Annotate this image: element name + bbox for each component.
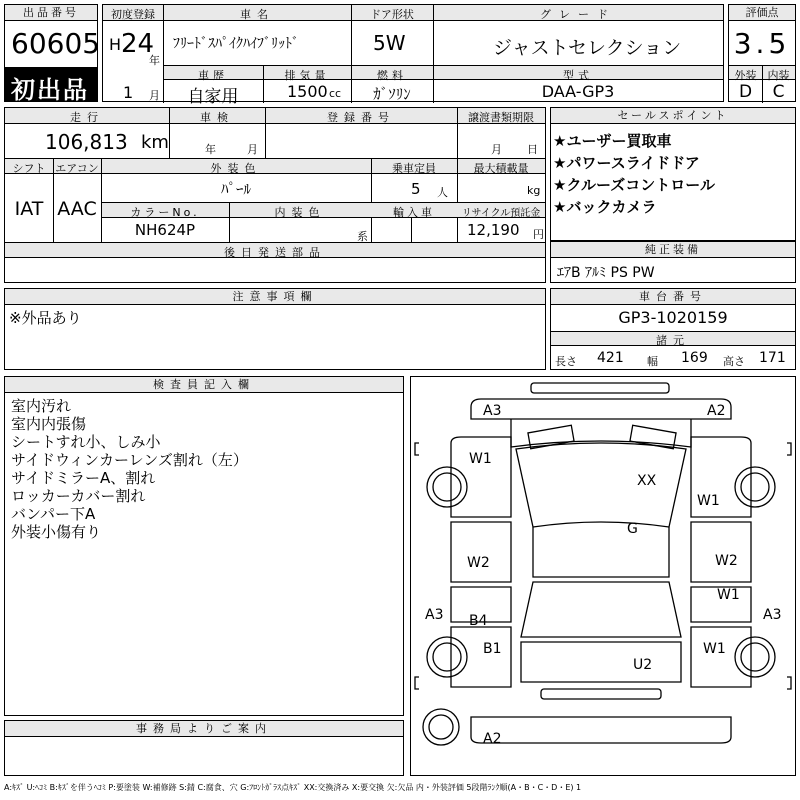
inspector-line: サイドミラーA、割れ bbox=[11, 469, 156, 487]
load-label: 最大積載量 bbox=[473, 162, 529, 175]
height-label: 高さ bbox=[723, 355, 745, 368]
mark-right-rocker: A3 bbox=[763, 607, 782, 623]
inspector-box bbox=[4, 376, 404, 716]
score-value: 3.5 bbox=[733, 27, 791, 60]
score-label: 評価点 bbox=[729, 5, 795, 21]
mark-left-front-window: W1 bbox=[469, 451, 492, 467]
load-unit: kg bbox=[527, 184, 541, 197]
mark-front-left-corner: A3 bbox=[483, 403, 502, 419]
height-value: 171 bbox=[759, 350, 786, 366]
length-label: 長さ bbox=[555, 355, 577, 368]
transfer-month: 月 bbox=[491, 143, 502, 156]
displacement-unit: cc bbox=[329, 87, 342, 100]
notes-box bbox=[4, 288, 546, 370]
history-value: 自家用 bbox=[187, 87, 239, 107]
car-name-label: 車名 bbox=[240, 8, 274, 21]
score-box bbox=[728, 4, 796, 102]
divider bbox=[371, 158, 372, 242]
inspector-line: サイドウィンカーレンズ割れ（左） bbox=[11, 451, 248, 469]
divider bbox=[229, 202, 230, 242]
mark-right-front-window: W1 bbox=[697, 493, 720, 509]
reg-month: 1 bbox=[123, 83, 134, 102]
equipment-box bbox=[550, 241, 796, 283]
later-parts-label: 後日発送部品 bbox=[224, 246, 326, 259]
divider bbox=[457, 158, 458, 242]
mark-left-rear-door: B4 bbox=[469, 613, 488, 629]
plate-label: 登録番号 bbox=[327, 111, 395, 124]
sales-point: ★クルーズコントロール bbox=[553, 176, 715, 194]
mark-front-right-corner: A2 bbox=[707, 403, 726, 419]
ac-label: エアコン bbox=[55, 162, 99, 175]
ext-label: 外装 bbox=[734, 69, 757, 82]
sales-point: ★ユーザー買取車 bbox=[553, 132, 672, 150]
mileage-label: 走行 bbox=[70, 111, 104, 124]
recycle-label: リサイクル預託金 bbox=[461, 208, 541, 219]
divider bbox=[265, 108, 266, 158]
chassis-value: GP3-1020159 bbox=[618, 308, 728, 327]
width-label: 幅 bbox=[647, 355, 658, 368]
inspector-line: ロッカーカバー割れ bbox=[11, 487, 146, 505]
color-no-value: NH624P bbox=[134, 221, 196, 239]
door-label: ドア形状 bbox=[370, 8, 414, 21]
car-diagram bbox=[411, 377, 795, 775]
car-name: ﾌﾘｰﾄﾞｽﾊﾟｲｸﾊｲﾌﾞﾘｯﾄﾞ bbox=[173, 36, 299, 52]
grade-label: グレード bbox=[540, 8, 616, 21]
inspection-month: 月 bbox=[247, 143, 258, 156]
history-label: 車歴 bbox=[198, 69, 228, 82]
model-value: DAA-GP3 bbox=[541, 82, 615, 101]
transfer-label: 譲渡書類期限 bbox=[468, 111, 534, 124]
ext-color-value: ﾊﾟｰﾙ bbox=[220, 180, 251, 198]
mark-rear-glass: U2 bbox=[633, 657, 653, 673]
sales-point: ★バックカメラ bbox=[553, 198, 657, 216]
inspector-line: バンパー下A bbox=[11, 505, 96, 523]
reg-month-unit: 月 bbox=[149, 89, 160, 102]
first-listing-badge bbox=[5, 67, 97, 104]
model-label: 型式 bbox=[563, 69, 593, 82]
ext-value: D bbox=[738, 82, 753, 102]
divider bbox=[263, 65, 264, 103]
inspection-year: 年 bbox=[205, 143, 216, 156]
sales-points-box bbox=[550, 107, 796, 241]
inspector-line: 外装小傷有り bbox=[11, 523, 102, 541]
lot-label: 出品番号 bbox=[5, 5, 97, 21]
top-row-box bbox=[102, 4, 724, 107]
grade-value: ジャストセレクション bbox=[493, 37, 682, 59]
sales-point: ★パワースライドドア bbox=[553, 154, 700, 172]
equipment-label: 純正装備 bbox=[551, 242, 795, 258]
sales-label: セールスポイント bbox=[551, 108, 795, 124]
shift-value: IAT bbox=[14, 198, 44, 220]
inspection-label: 車検 bbox=[200, 111, 234, 124]
inspector-line: 室内内張傷 bbox=[11, 415, 87, 433]
transfer-day: 日 bbox=[527, 143, 538, 156]
divider bbox=[351, 5, 352, 67]
mark-roof: G bbox=[627, 521, 638, 537]
capacity-value: 5 bbox=[411, 180, 421, 198]
divider bbox=[457, 108, 458, 158]
office-box bbox=[4, 720, 404, 776]
chassis-box bbox=[550, 288, 796, 370]
import-label: 輸入車 bbox=[393, 206, 435, 219]
length-value: 421 bbox=[597, 350, 624, 366]
reg-era: H bbox=[109, 35, 122, 54]
reg-year-unit: 年 bbox=[149, 54, 160, 67]
divider bbox=[433, 5, 434, 67]
inspector-line: 室内汚れ bbox=[11, 397, 72, 415]
mark-windshield: XX bbox=[637, 473, 657, 489]
vehicle-detail-box bbox=[4, 107, 546, 283]
reg-label: 初度登録 bbox=[111, 8, 155, 21]
mark-left-rear-fender: B1 bbox=[483, 641, 502, 657]
displacement-label: 排気量 bbox=[284, 69, 330, 82]
ext-color-label: 外装色 bbox=[210, 162, 262, 175]
shift-label: シフト bbox=[12, 162, 46, 175]
color-no-label: カラーNo. bbox=[130, 206, 200, 219]
damage-diagram-box bbox=[410, 376, 796, 776]
mark-rear-bumper: A2 bbox=[483, 731, 502, 747]
capacity-label: 乗車定員 bbox=[392, 162, 436, 175]
lot-box bbox=[4, 4, 101, 104]
divider bbox=[169, 108, 170, 158]
notes-label: 注意事項欄 bbox=[5, 289, 545, 305]
mark-right-rear-window: W1 bbox=[703, 641, 726, 657]
office-label: 事務局よりご案内 bbox=[5, 721, 403, 737]
notes-value: ※外品あり bbox=[9, 309, 82, 327]
ac-value: AAC bbox=[57, 198, 97, 220]
recycle-value: 12,190 bbox=[467, 221, 520, 239]
capacity-unit: 人 bbox=[437, 186, 448, 199]
mark-right-rear-door: W1 bbox=[717, 587, 740, 603]
inspector-line: シートすれ小、しみ小 bbox=[11, 433, 161, 451]
reg-year: 24 bbox=[121, 29, 155, 59]
recycle-unit: 円 bbox=[533, 228, 544, 241]
displacement-value: 1500 bbox=[287, 82, 328, 101]
legend-text: A:ｷｽﾞ U:ﾍｺﾐ B:ｷｽﾞを伴うﾍｺﾐ P:要塗装 W:補修跡 S:錆 C:腐食、穴 G:ﾌﾛﾝﾄｶﾞﾗｽ点ｷｽﾞ XX:交換済み X:要交換 欠:欠品 内・外装評価 5段階ﾗﾝｸ順(A・B・C・D・E) 1 bbox=[4, 783, 582, 792]
dims-label: 諸元 bbox=[656, 334, 690, 347]
first-listing-text: 初出品 bbox=[11, 76, 89, 104]
int-label: 内装 bbox=[767, 69, 790, 82]
mileage-unit: km bbox=[141, 132, 169, 153]
int-color-label: 内装色 bbox=[274, 206, 326, 219]
int-color-unit: 系 bbox=[357, 230, 368, 243]
inspector-label: 検査員記入欄 bbox=[5, 377, 403, 393]
fuel-label: 燃料 bbox=[377, 69, 407, 82]
int-value: C bbox=[772, 82, 785, 102]
width-value: 169 bbox=[681, 350, 708, 366]
equipment-value: ｴｱB ｱﾙﾐ PS PW bbox=[557, 265, 655, 281]
chassis-label: 車台番号 bbox=[551, 289, 795, 305]
lot-number: 60605 bbox=[11, 27, 101, 60]
mark-left-rocker: A3 bbox=[425, 607, 444, 623]
mileage-value: 106,813 bbox=[45, 130, 128, 154]
mark-left-mid-window: W2 bbox=[467, 555, 490, 571]
damage-marks bbox=[425, 403, 781, 747]
mark-right-mid-window: W2 bbox=[715, 553, 738, 569]
divider bbox=[411, 218, 412, 242]
door-value: 5W bbox=[373, 31, 406, 55]
fuel-value: ｶﾞｿﾘﾝ bbox=[373, 85, 411, 103]
